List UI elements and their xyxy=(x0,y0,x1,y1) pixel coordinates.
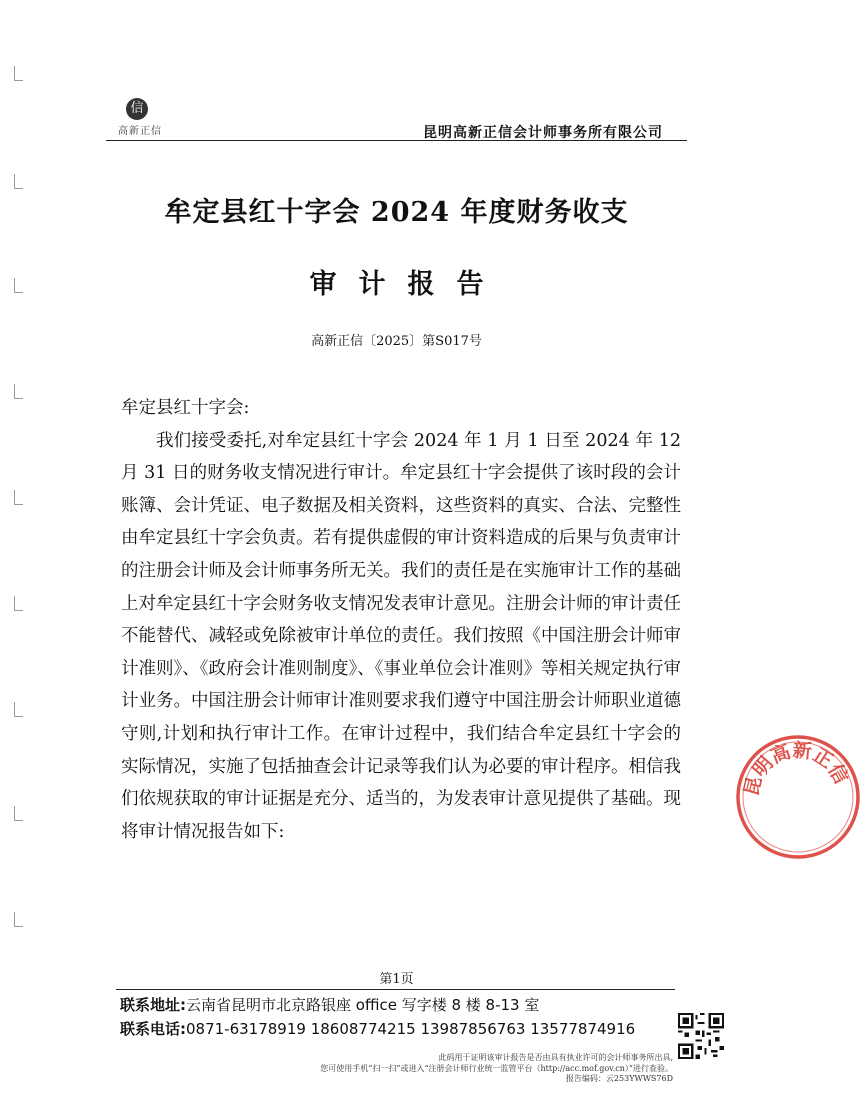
binding-mark xyxy=(14,596,23,611)
binding-mark xyxy=(14,384,23,399)
address-label: 联系地址: xyxy=(120,996,186,1014)
verification-line: 您可使用手机“扫一扫”或进入“注册会计师行业统一监管平台（http://acc.mof.gov.cn）”进行查验。 xyxy=(320,1063,673,1073)
binding-mark xyxy=(14,806,23,821)
footer-divider xyxy=(116,989,675,990)
address-value: 云南省昆明市北京路银座 office 写字楼 8 楼 8-13 室 xyxy=(186,996,540,1014)
report-code: 报告编码：云253YWWS76D xyxy=(565,1074,673,1083)
binding-mark xyxy=(14,702,23,717)
footer-phone xyxy=(120,1018,635,1039)
logo-mark-icon: 信 xyxy=(126,98,148,120)
seal-stamp xyxy=(733,732,863,862)
report-body xyxy=(121,392,681,848)
binding-mark xyxy=(14,912,23,927)
verification-line: 此码用于证明该审计报告是否由具有执业许可的会计师事务所出具, xyxy=(438,1053,673,1062)
binding-mark xyxy=(14,174,23,189)
document-title: 牟定县红十字会 2024 年度财务收支 xyxy=(164,197,629,228)
verification-note xyxy=(153,1053,673,1085)
report-number: 高新正信〔2025〕第S017号 xyxy=(311,334,482,349)
salutation: 牟定县红十字会: xyxy=(121,398,250,418)
body-paragraph: 我们接受委托,对牟定县红十字会 2024 年 1 月 1 日至 2024 年 12 月 31 日的财务收支情况进行审计。牟定县红十字会提供了该时段的会计账簿、会计凭证、电子数据及相关资料，这些资料的真实、合法、完整性由牟定县红十字会负责。若有提供虚假的审计资料造成的后果与负责审计的注册会计师及会计师事务所无关。我们的责任是在实施审计工作的基础上对牟定县红十字会财务收支情况发表审计意见。注册会计师的审计责任不能替代、减轻或免除被审计单位的责任。我们按照《中国注册会计师审计准则》、《政府会计准则制度》、《事业单位会计准则》等相关规定执行审计业务。中国注册会计师审计准则要求我们遵守中国注册会计师职业道德守则,计划和执行审计工作。在审计过程中，我们结合牟定县红十字会的实际情况，实施了包括抽查会计记录等我们认为必要的审计程序。相信我们依规获取的审计证据是充分、适当的，为发表审计意见提供了基础。现将审计情况报告如下: xyxy=(121,430,681,842)
phone-label: 联系电话: xyxy=(120,1020,186,1038)
binding-mark xyxy=(14,66,23,81)
svg-text:昆明高新正信 xyxy=(740,738,853,798)
stamp-text: 昆明高新正信 xyxy=(740,739,853,799)
qr-code-icon[interactable] xyxy=(678,1013,724,1059)
document-subtitle: 审计报告 xyxy=(309,269,506,300)
binding-mark xyxy=(14,490,23,505)
firm-logo xyxy=(110,98,170,138)
phone-value: 0871-63178919 18608774215 13987856763 13577874916 xyxy=(186,1020,636,1038)
firm-name: 昆明高新正信会计师事务所有限公司 xyxy=(423,125,663,141)
footer-address xyxy=(120,994,539,1015)
page-number: 第1页 xyxy=(379,972,414,987)
logo-text: 高新正信 xyxy=(118,126,162,137)
header-divider xyxy=(106,140,687,141)
